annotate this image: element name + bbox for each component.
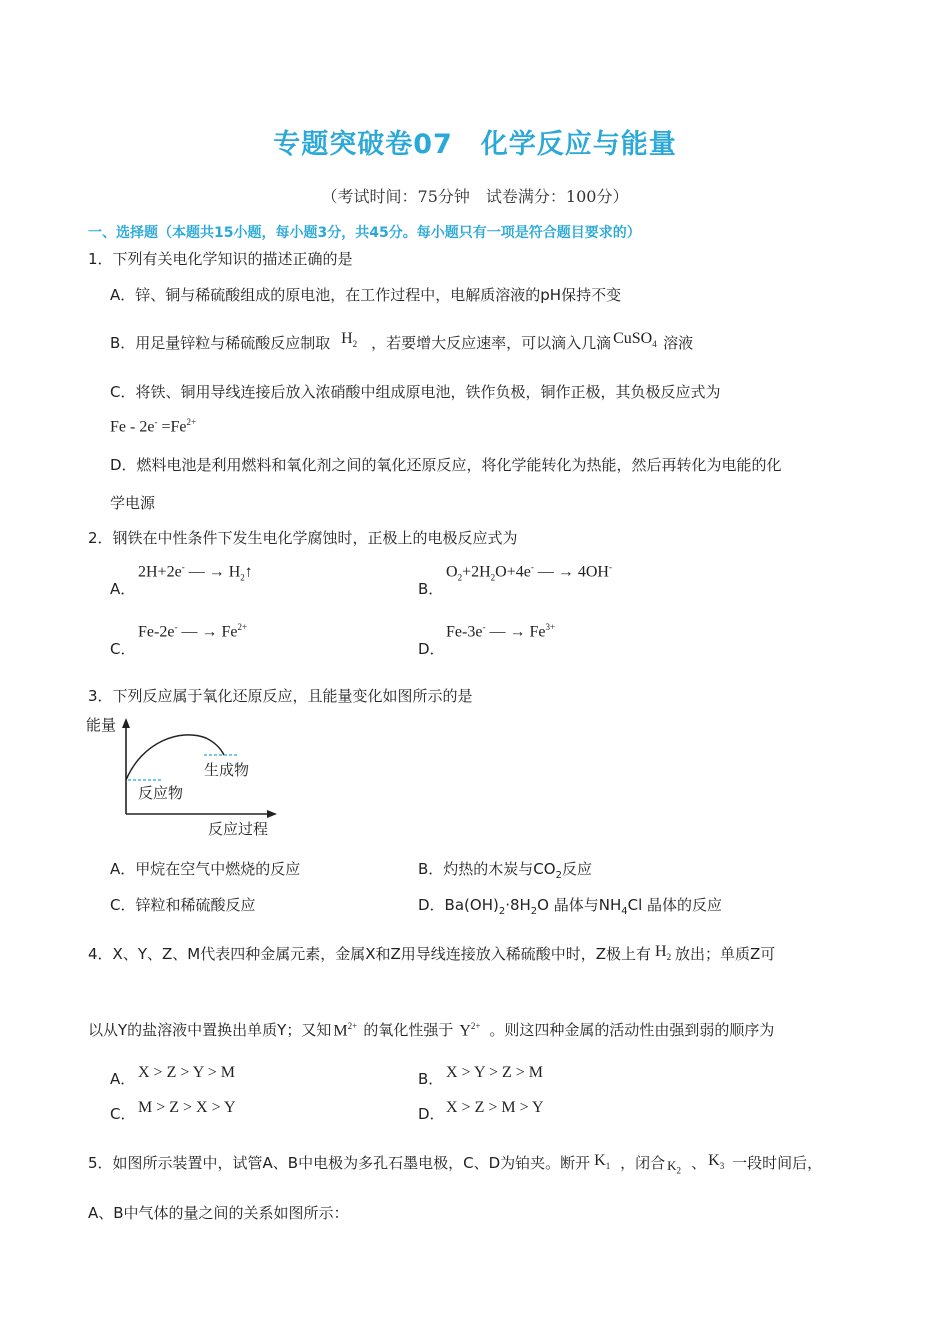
question-4-option-d: X > Z > M > Y xyxy=(446,1099,544,1116)
x-axis-arrow xyxy=(267,810,277,818)
y-axis-arrow xyxy=(122,718,130,728)
switch-k3: $K_3$ xyxy=(708,1152,725,1172)
ion-y2plus: $Y^{2+}$ xyxy=(459,1021,481,1040)
question-2-option-d-label: D． xyxy=(418,640,445,658)
switch-k1: $K_1$ xyxy=(594,1152,611,1172)
formula-fe-oxidation: $Fe - 2e^- =Fe^{2+}$ xyxy=(110,417,197,436)
switch-k2: $K_2$ xyxy=(667,1158,682,1176)
question-2-option-c-label: C． xyxy=(110,640,136,658)
question-4-option-a: X > Z > Y > M xyxy=(138,1064,235,1081)
y-axis-label: 能量 xyxy=(86,716,117,734)
question-1-stem: 1．下列有关电化学知识的描述正确的是 xyxy=(88,250,353,268)
question-5-line2: A、B中气体的量之间的关系如图所示： xyxy=(88,1204,349,1222)
question-1-option-c: C．将铁、铜用导线连接后放入浓硝酸中组成原电池，铁作负极，铜作正极，其负极反应式为 xyxy=(110,383,721,401)
question-1-option-b: B．用足量锌粒与稀硫酸反应制取 $H_2$ ，若要增大反应速率，可以滴入几滴 CuSO$_4$ 溶液 xyxy=(110,330,694,352)
product-label: 生成物 xyxy=(204,761,250,779)
reactant-label: 反应物 xyxy=(138,784,184,802)
exam-info: （考试时间：75分钟 试卷满分：100分） xyxy=(321,187,629,206)
page-title: 专题突破卷07 化学反应与能量 xyxy=(273,129,677,160)
question-2-option-a-formula: 2H+2e- — → $H_2↑$ xyxy=(138,562,253,583)
question-2-option-b-formula: $O_2+2H_2O+4e^-$ — → 4OH- xyxy=(446,562,612,583)
section-heading: 一、选择题（本题共15小题，每小题3分，共45分。每小题只有一项是符合题目要求的） xyxy=(88,225,641,241)
question-3-stem: 3．下列反应属于氧化还原反应，且能量变化如图所示的是 xyxy=(88,687,473,705)
question-1-option-d-line1: D．燃料电池是利用燃料和氧化剂之间的氧化还原反应，将化学能转化为热能，然后再转化为电能的化 xyxy=(110,456,782,474)
formula-h2: $H_2$ xyxy=(655,943,672,963)
question-3-option-a: A．甲烷在空气中燃烧的反应 xyxy=(110,860,301,878)
question-1-option-d-line2: 学电源 xyxy=(110,494,156,512)
question-1-option-a: A．锌、铜与稀硫酸组成的原电池，在工作过程中，电解质溶液的pH保持不变 xyxy=(110,286,622,304)
question-4-line2: 以从Y的盐溶液中置换出单质Y；又知 $M^{2+}$ 的氧化性强于 $Y^{2+}$ 。则这四种金属的活动性由强到弱的顺序为 xyxy=(88,1021,775,1040)
question-4-option-c: M > Z > X > Y xyxy=(138,1099,236,1116)
question-3-option-c: C．锌粒和稀硫酸反应 xyxy=(110,896,256,914)
question-4-line1: 4．X、Y、Z、M代表四种金属元素，金属X和Z用导线连接放入稀硫酸中时，Z极上有 $H_2$ 放出；单质Z可 xyxy=(88,943,776,963)
question-4-option-b: X > Y > Z > M xyxy=(446,1064,543,1081)
question-3-option-b: B．灼热的木炭与$CO_2$反应 xyxy=(418,860,592,881)
formula-h2: $H_2$ xyxy=(341,330,358,350)
formula-cuso4: CuSO$_4$ xyxy=(613,330,657,350)
ion-m2plus: $M^{2+}$ xyxy=(333,1021,358,1040)
question-2-option-d-formula: Fe-3e- — → $Fe^{3+}$ xyxy=(446,622,556,641)
question-4-option-a-label: A． xyxy=(110,1070,136,1088)
question-2-option-c-formula: Fe-2e- — → $Fe^{2+}$ xyxy=(138,622,248,641)
question-5-line1: 5．如图所示装置中，试管A、B中电极为多孔石墨电极，C、D为铂夹。断开 $K_1$ ，闭合 $K_2$ 、 $K_3$ 一段时间后， xyxy=(88,1152,823,1176)
question-2-option-b-label: B． xyxy=(418,580,444,598)
question-2-option-a-label: A． xyxy=(110,580,136,598)
energy-diagram xyxy=(84,712,284,840)
question-4-option-d-label: D． xyxy=(418,1105,445,1123)
question-2-stem: 2．钢铁在中性条件下发生电化学腐蚀时，正极上的电极反应式为 xyxy=(88,529,518,547)
question-4-option-b-label: B． xyxy=(418,1070,444,1088)
question-3-option-d: D．$Ba(OH)_2\cdot 8H_2O$ 晶体与$NH_4Cl$ 晶体的反应 xyxy=(418,896,723,917)
x-axis-label: 反应过程 xyxy=(208,820,269,838)
question-4-option-c-label: C． xyxy=(110,1105,136,1123)
